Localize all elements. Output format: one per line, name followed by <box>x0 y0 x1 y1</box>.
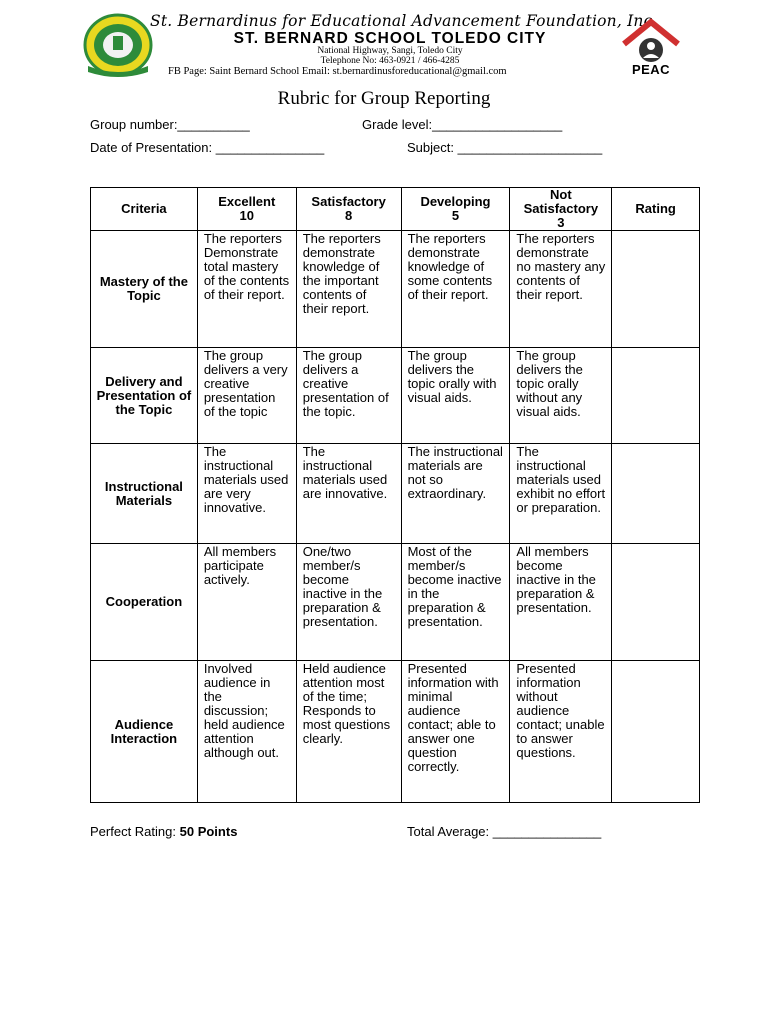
perfect-rating-label: Perfect Rating: <box>90 824 176 839</box>
column-header: Not Satisfactory 3 <box>510 188 612 231</box>
total-average-field: Total Average: _______________ <box>407 824 602 839</box>
column-header: Developing 5 <box>401 188 510 231</box>
table-header-row <box>91 188 700 231</box>
column-header: Criteria <box>91 188 198 231</box>
criteria-cell: Mastery of the Topic <box>91 231 198 348</box>
rubric-cell: Presented information without audience contact; unable to answer questions. <box>510 661 612 803</box>
rubric-cell: The instructional materials used are innovative. <box>296 444 401 544</box>
rubric-cell: The reporters demonstrate knowledge of the important contents of their report. <box>296 231 401 348</box>
column-header: Excellent 10 <box>197 188 296 231</box>
rubric-cell: The group delivers the topic orally without any visual aids. <box>510 348 612 444</box>
rating-cell[interactable] <box>612 348 700 444</box>
rubric-cell: The reporters demonstrate knowledge of some contents of their report. <box>401 231 510 348</box>
page-title: Rubric for Group Reporting <box>277 88 491 109</box>
rubric-cell: The instructional materials used exhibit no effort or preparation. <box>510 444 612 544</box>
foundation-name: St. Bernardinus for Educational Advancement Foundation, Inc. <box>150 12 658 30</box>
criteria-cell: Instructional Materials <box>91 444 198 544</box>
rubric-cell: The group delivers the topic orally with visual aids. <box>401 348 510 444</box>
rubric-table <box>90 187 700 803</box>
peac-logo-icon <box>618 18 684 66</box>
school-address: National Highway, Sangi, Toledo City <box>317 46 463 56</box>
rubric-cell: The instructional materials used are very innovative. <box>197 444 296 544</box>
rubric-cell: Involved audience in the discussion; held audience attention although out. <box>197 661 296 803</box>
grade-level-field: Grade level:__________________ <box>362 117 563 132</box>
rubric-cell: The reporters Demonstrate total mastery of the contents of their report. <box>197 231 296 348</box>
column-header: Satisfactory 8 <box>296 188 401 231</box>
rating-cell[interactable] <box>612 444 700 544</box>
date-of-presentation-field: Date of Presentation: _______________ <box>90 140 325 155</box>
rubric-cell: The instructional materials are not so extraordinary. <box>401 444 510 544</box>
group-number-field: Group number:__________ <box>90 117 250 132</box>
letterhead <box>0 0 768 82</box>
perfect-rating <box>90 824 237 839</box>
school-name: ST. BERNARD SCHOOL TOLEDO CITY <box>233 30 547 47</box>
school-seal-icon <box>82 12 154 78</box>
rubric-cell: All members participate actively. <box>197 544 296 661</box>
table-row <box>91 661 700 803</box>
rubric-cell: Most of the member/s become inactive in the preparation & presentation. <box>401 544 510 661</box>
rubric-cell: One/two member/s become inactive in the preparation & presentation. <box>296 544 401 661</box>
perfect-rating-value: 50 Points <box>179 824 238 839</box>
column-header: Rating <box>612 188 700 231</box>
table-row <box>91 544 700 661</box>
rubric-cell: The group delivers a very creative presentation of the topic <box>197 348 296 444</box>
rubric-cell: The reporters demonstrate no mastery any contents of their report. <box>510 231 612 348</box>
table-row <box>91 348 700 444</box>
rubric-cell: All members become inactive in the preparation & presentation. <box>510 544 612 661</box>
criteria-cell: Delivery and Presentation of the Topic <box>91 348 198 444</box>
rubric-cell: The group delivers a creative presentation of the topic. <box>296 348 401 444</box>
rating-cell[interactable] <box>612 544 700 661</box>
school-contact: FB Page: Saint Bernard School Email: st.bernardinusforeducational@gmail.com <box>168 66 507 77</box>
table-row <box>91 444 700 544</box>
table-row <box>91 231 700 348</box>
rubric-cell: Held audience attention most of the time; Responds to most questions clearly. <box>296 661 401 803</box>
rating-cell[interactable] <box>612 231 700 348</box>
criteria-cell: Audience Interaction <box>91 661 198 803</box>
rating-cell[interactable] <box>612 661 700 803</box>
peac-label: PEAC <box>631 62 671 77</box>
rubric-cell: Presented information with minimal audience contact; able to answer one question correctly. <box>401 661 510 803</box>
subject-field: Subject: ____________________ <box>407 140 603 155</box>
criteria-cell: Cooperation <box>91 544 198 661</box>
school-telephone: Telephone No: 463-0921 / 466-4285 <box>320 56 460 66</box>
